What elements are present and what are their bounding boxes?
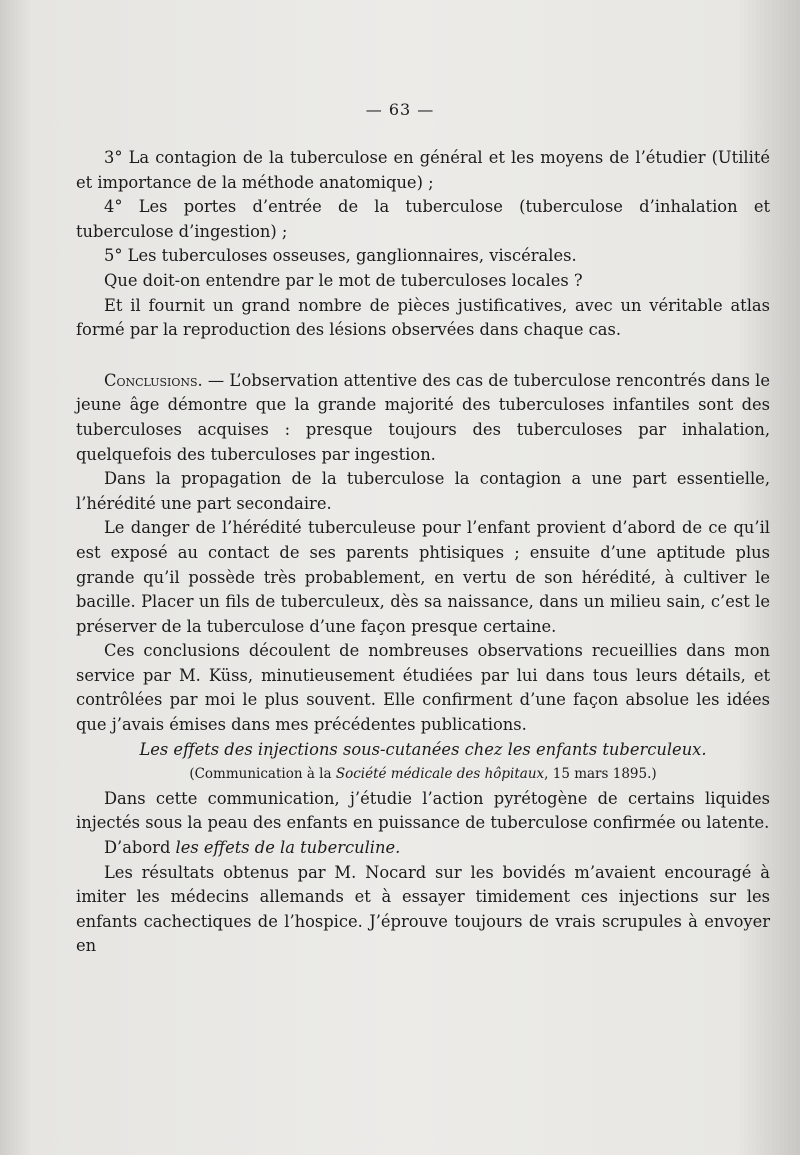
communication-prefix: (Communication à la (189, 766, 336, 783)
paragraph: Le danger de l’hérédité tuberculeuse pour l’enfant provient d’abord de ce qu’il est exposé au contact de ses parents phtisiques ; ensuite d’une aptitude plus grande qu’il possède très probablement, en vertu de son hérédité, à cultiver le bacille. Placer un fils de tuberculeux, dès sa naissance, dans un milieu sain, c’est le préserver de la tuberculose d’une façon presque certaine. (76, 518, 770, 636)
communication-society: Société médicale des hôpitaux (335, 766, 545, 783)
paragraph: Ces conclusions découlent de nombreuses observations recueillies dans mon service par M. Küss, minutieusement étudiées par lui dans tous leurs détails, et contrôlées par moi le plus souvent. Elle confirment d’une façon absolue les idées que j’avais émises dans mes précédentes publications. (76, 641, 770, 735)
body-text (76, 146, 770, 959)
paragraph: 3° La contagion de la tuberculose en général et les moyens de l’étudier (Utilité et importance de la méthode anatomique) ; (76, 148, 770, 192)
conclusions-text: — L’observation attentive des cas de tuberculose rencontrés dans le jeune âge démontre que la grande majorité des tuberculoses infantiles sont des tuberculoses acquises : presque toujours des tuberculoses par inhalation, quelquefois des tuberculoses par ingestion. (76, 370, 770, 464)
paragraph: Et il fournit un grand nombre de pièces justificatives, avec un véritable atlas formé par la reproduction des lésions observées dans chaque cas. (76, 295, 770, 340)
paragraph: Dans cette communication, j’étudie l’action pyrétogène de certains liquides injectés sous la peau des enfants en puissance de tuberculose confirmée ou latente. (76, 788, 770, 833)
section-title: Les effets des injections sous-cutanées chez les enfants tuberculeux. (139, 739, 707, 759)
communication-note (76, 762, 770, 787)
page-number: — 63 — (365, 100, 435, 119)
paragraph: Les résultats obtenus par M. Nocard sur les bovidés m’avaient encouragé à imiter les médecins allemands et à essayer timidement ces injections sur les enfants cachectiques de l’hospice. J’éprouve toujours de vrais scrupules à envoyer en (76, 862, 770, 956)
communication-suffix: , 15 mars 1895.) (544, 766, 657, 783)
paragraph: 5° Les tuberculoses osseuses, ganglionnaires, viscérales. (104, 246, 577, 266)
conclusions-label: Conclusions. (104, 370, 203, 390)
paragraph: 4° Les portes d’entrée de la tuberculose (tuberculose d’inhalation et tuberculose d’ingestion) ; (76, 197, 770, 241)
abord-prefix: D’abord (104, 838, 176, 858)
abord-paragraph (76, 836, 770, 861)
paragraph: Dans la propagation de la tuberculose la contagion a une part essentielle, l’hérédité une part secondaire. (76, 469, 770, 513)
abord-italic: les effets de la tuberculine. (175, 838, 401, 858)
conclusions-paragraph (76, 369, 770, 467)
paragraph: Que doit-on entendre par le mot de tuberculoses locales ? (104, 270, 583, 290)
